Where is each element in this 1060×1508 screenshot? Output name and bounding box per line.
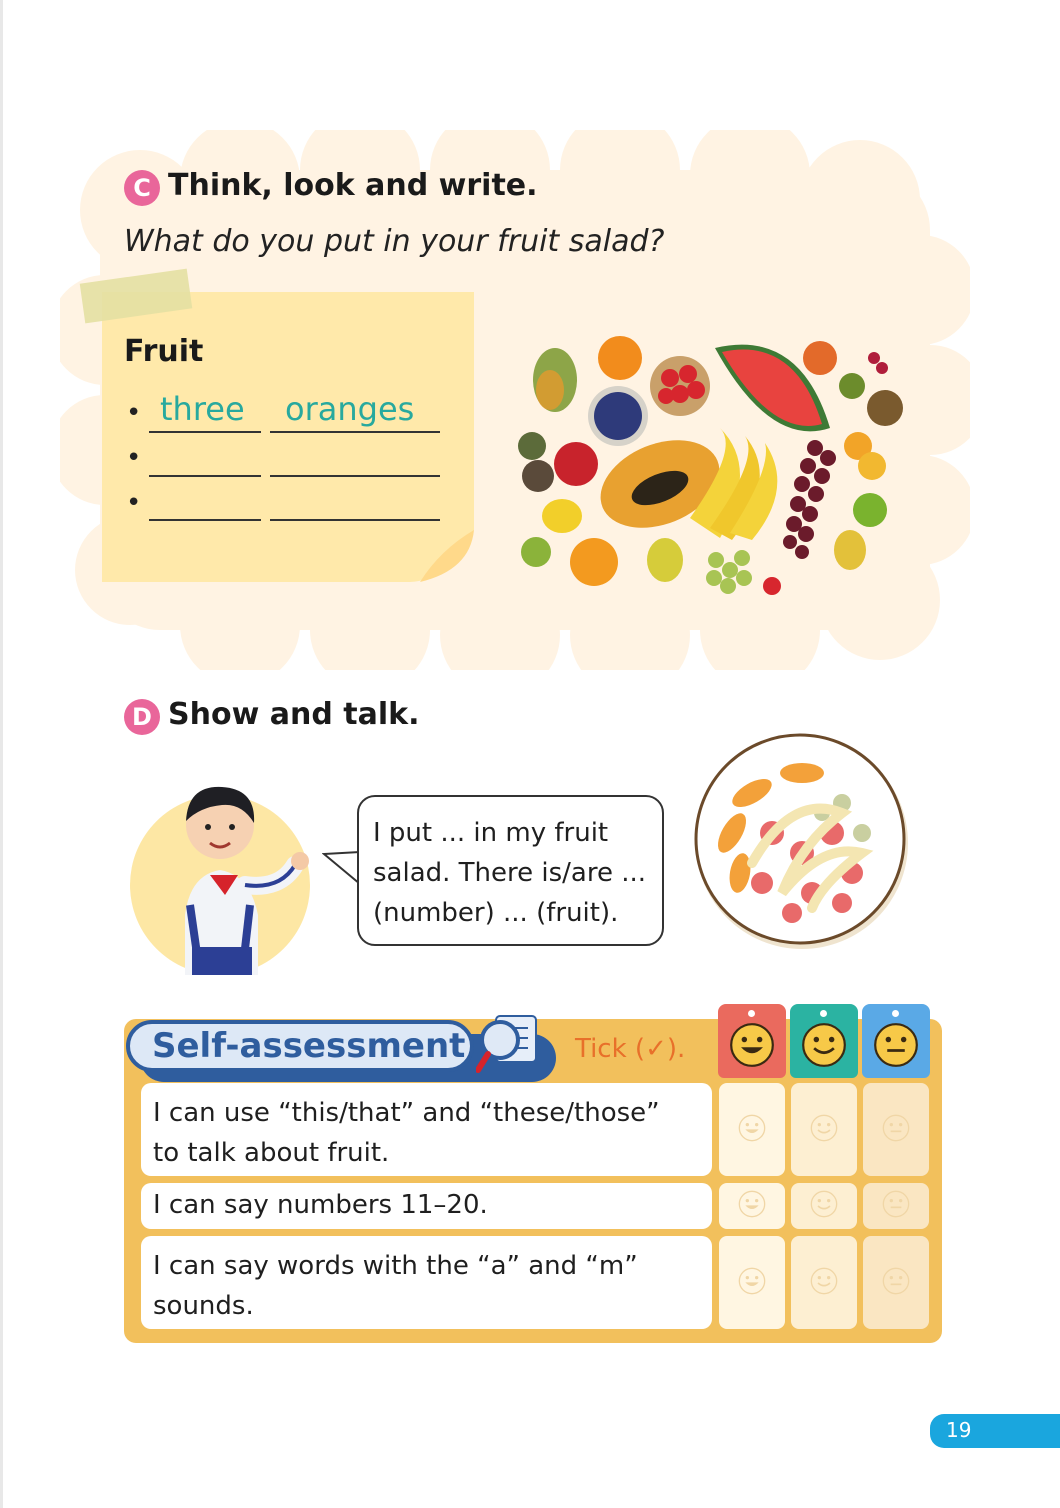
row-text: to talk about fruit. (153, 1138, 390, 1168)
bullet-1: • (126, 398, 142, 428)
write-line-fruit-3[interactable] (270, 519, 440, 521)
fruit-salad-plate (692, 733, 912, 951)
boy-illustration (130, 765, 330, 975)
page-edge (0, 0, 3, 1508)
row-text: I can use “this/that” and “these/those” (153, 1098, 660, 1128)
page-number: 19 (946, 1418, 972, 1442)
note-heading: Fruit (124, 334, 204, 369)
tab-hole (892, 1010, 899, 1017)
smiling-face-icon (801, 1022, 847, 1072)
speech-line: (number) ... (fruit). (373, 898, 619, 928)
tick-mark-icon: ✓ (645, 1034, 667, 1064)
tick-prefix: Tick ( (575, 1034, 646, 1064)
tick-cell[interactable] (719, 1183, 785, 1229)
note-curl (410, 520, 474, 582)
laughing-face-icon (738, 1114, 766, 1146)
row-text: I can say words with the “a” and “m” (153, 1251, 638, 1281)
speech-line: I put ... in my fruit (373, 818, 609, 848)
assessment-row-3 (141, 1236, 712, 1329)
write-line-fruit-1[interactable] (270, 431, 440, 433)
speech-line: salad. There is/are ... (373, 858, 647, 888)
self-assessment-header (126, 1020, 474, 1072)
checklist-magnifier-icon (476, 1010, 544, 1076)
speech-bubble-tail (322, 848, 362, 888)
section-d-badge: D (124, 699, 160, 735)
tick-cell[interactable] (791, 1083, 857, 1176)
write-line-fruit-2[interactable] (270, 475, 440, 477)
answer-fruit: oranges (285, 390, 415, 428)
speech-bubble (357, 795, 664, 946)
section-c-title: Think, look and write. (168, 168, 538, 203)
tick-suffix: ). (666, 1034, 686, 1064)
tick-instruction (575, 1034, 685, 1064)
bullet-2: • (126, 443, 142, 473)
tab-hole (748, 1010, 755, 1017)
write-line-number-3[interactable] (149, 519, 261, 521)
laughing-face-icon (738, 1190, 766, 1222)
smiling-face-icon (810, 1114, 838, 1146)
neutral-face-icon (873, 1022, 919, 1072)
write-line-number-1[interactable] (149, 431, 261, 433)
neutral-face-icon (882, 1190, 910, 1222)
bullet-3: • (126, 488, 142, 518)
tick-cell[interactable] (863, 1183, 929, 1229)
tick-cell[interactable] (791, 1183, 857, 1229)
section-c-question: What do you put in your fruit salad? (124, 224, 665, 259)
neutral-face-tab (862, 1004, 930, 1078)
smiling-face-tab (790, 1004, 858, 1078)
answer-number: three (160, 390, 245, 428)
neutral-face-icon (882, 1267, 910, 1299)
tick-cell[interactable] (863, 1236, 929, 1329)
neutral-face-icon (882, 1114, 910, 1146)
smiling-face-icon (810, 1267, 838, 1299)
tick-cell[interactable] (791, 1236, 857, 1329)
assessment-row-2 (141, 1183, 712, 1229)
row-text: sounds. (153, 1291, 254, 1321)
tab-hole (820, 1010, 827, 1017)
section-d-title: Show and talk. (168, 697, 420, 732)
self-assessment-title: Self-assessment (152, 1026, 466, 1066)
laughing-face-icon (729, 1022, 775, 1072)
write-line-number-2[interactable] (149, 475, 261, 477)
tick-cell[interactable] (719, 1236, 785, 1329)
row-text: I can say numbers 11–20. (153, 1190, 488, 1220)
smiling-face-icon (810, 1190, 838, 1222)
laughing-face-icon (738, 1267, 766, 1299)
laughing-face-tab (718, 1004, 786, 1078)
fruits-photo (510, 328, 910, 610)
section-c-badge: C (124, 170, 160, 206)
assessment-row-1 (141, 1083, 712, 1176)
tick-cell[interactable] (863, 1083, 929, 1176)
tick-cell[interactable] (719, 1083, 785, 1176)
